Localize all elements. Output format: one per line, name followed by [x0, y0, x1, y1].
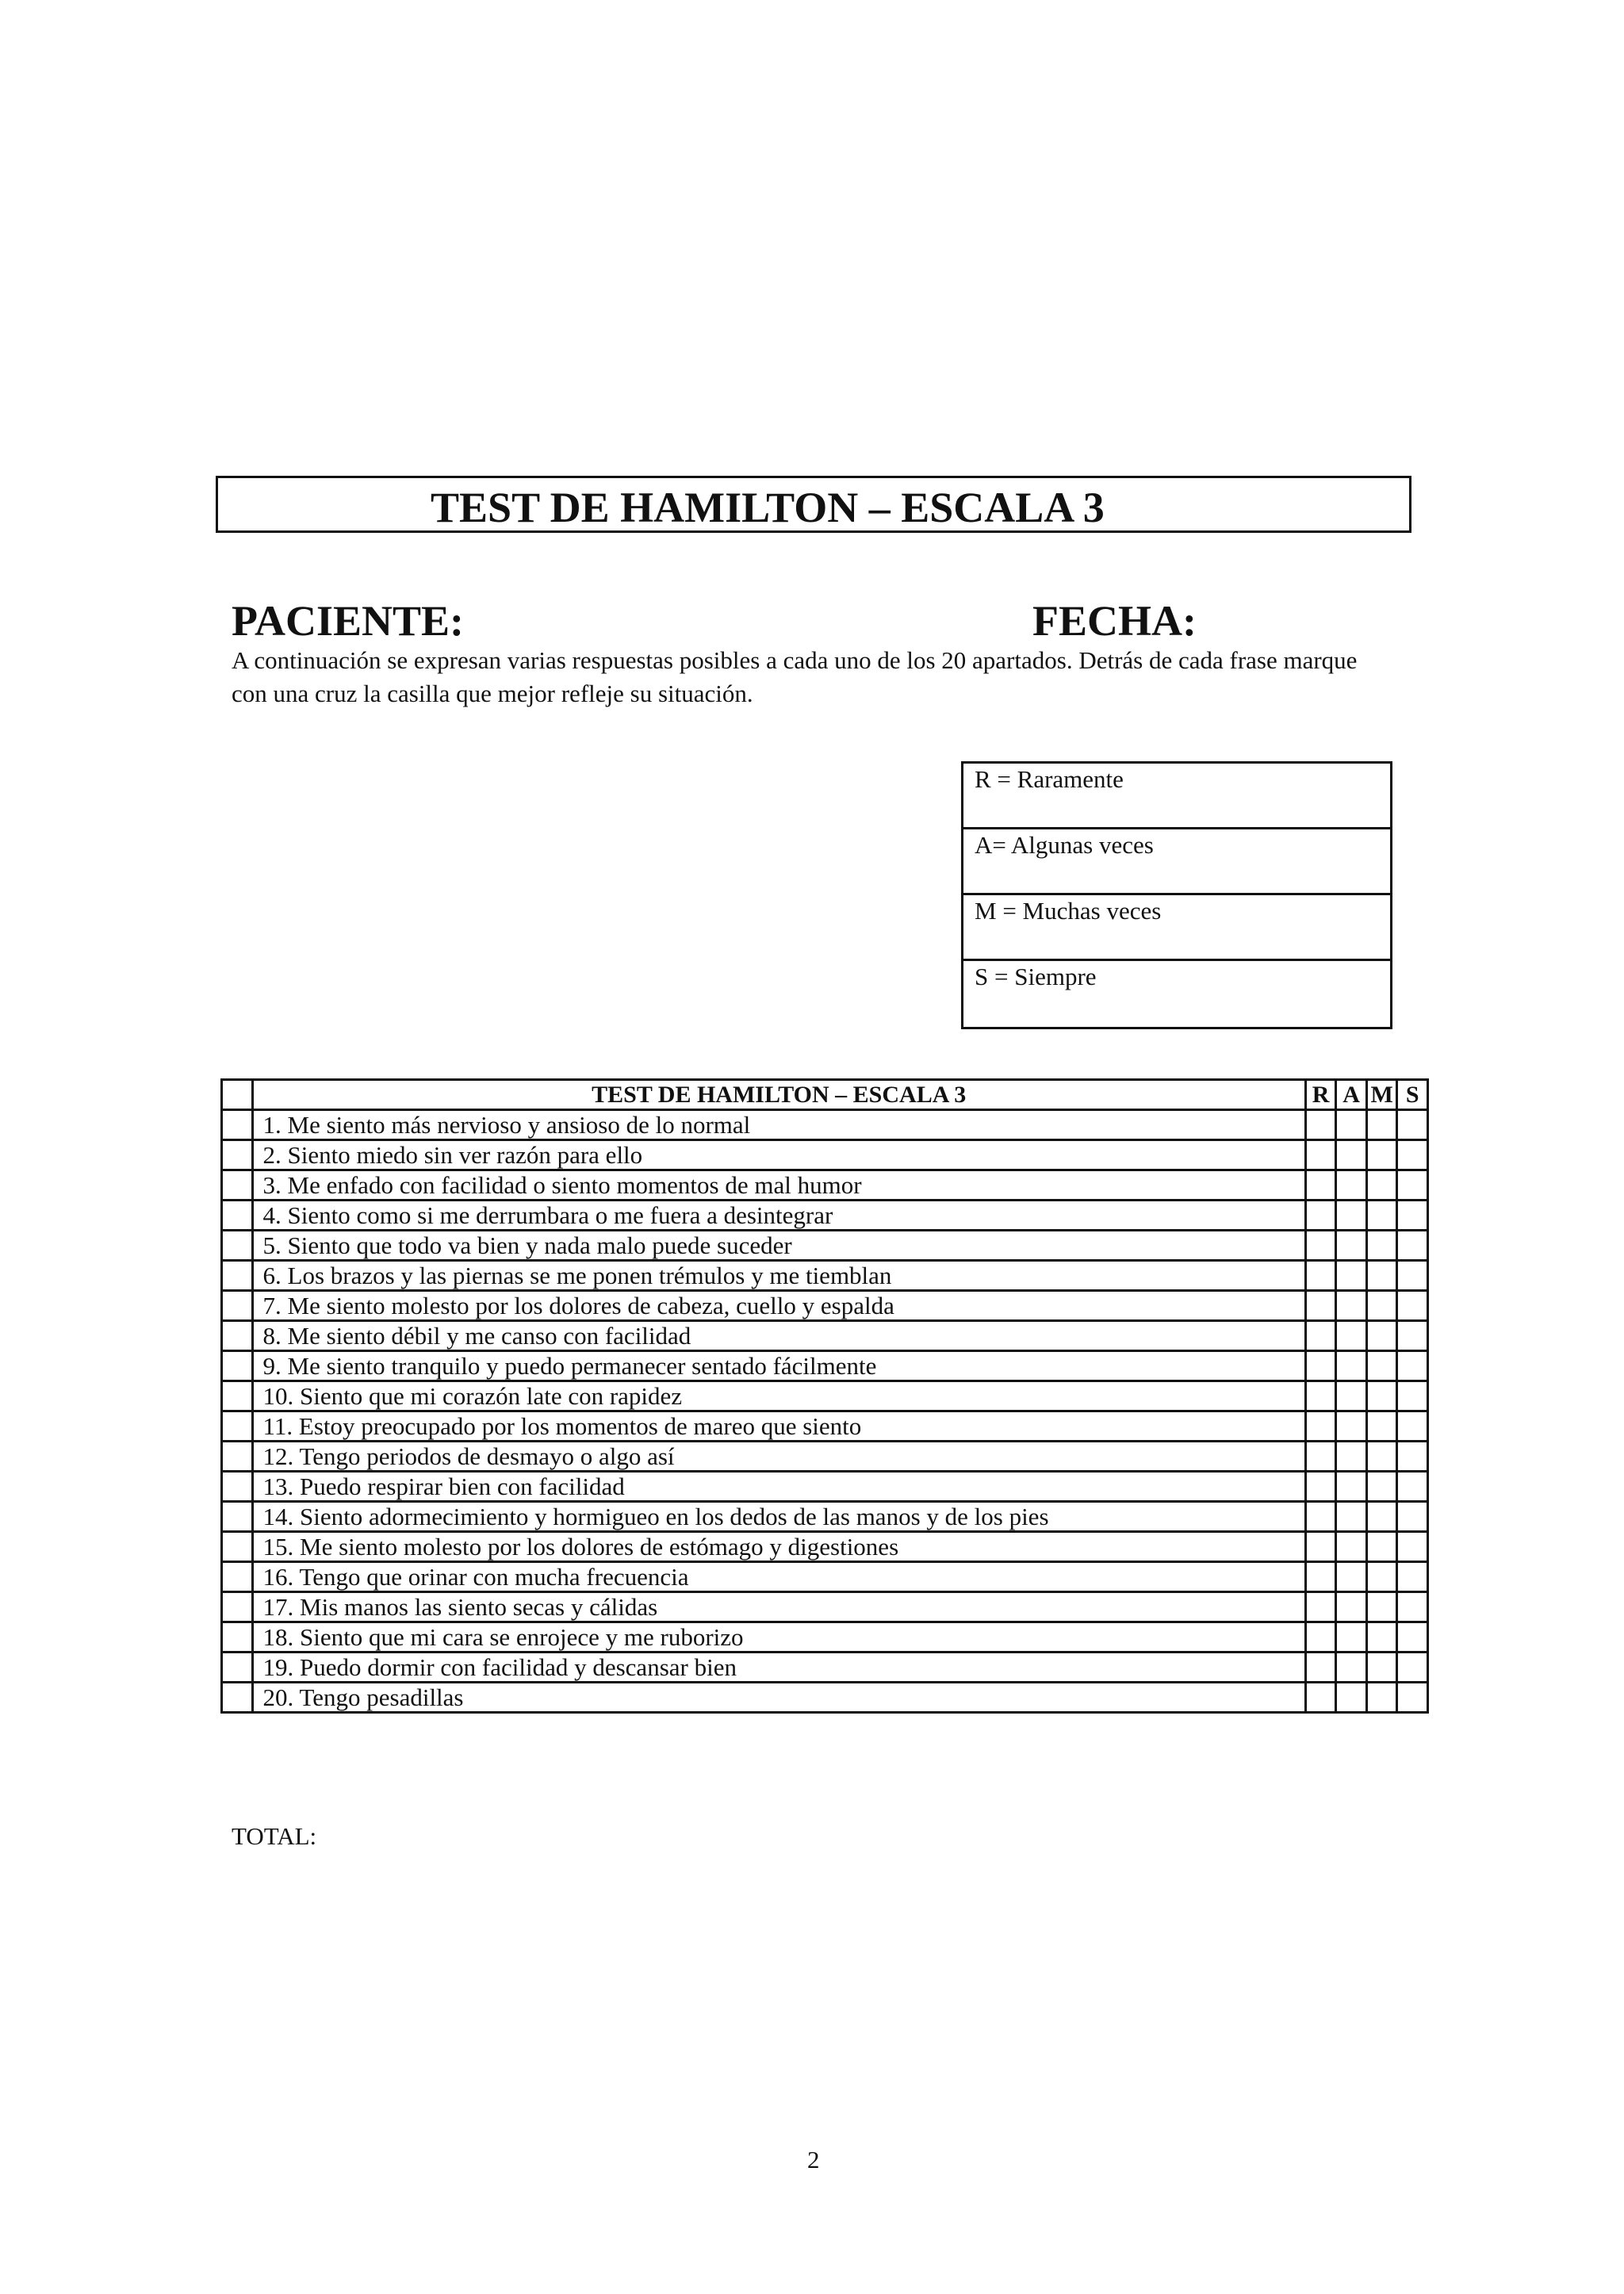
answer-box-m[interactable] — [1366, 1321, 1397, 1351]
answer-box-a[interactable] — [1336, 1442, 1367, 1472]
answer-box-r[interactable] — [1305, 1170, 1336, 1201]
answer-box-r[interactable] — [1305, 1351, 1336, 1381]
answer-box-r[interactable] — [1305, 1653, 1336, 1683]
question-text: 12. Tengo periodos de desmayo o algo así — [252, 1442, 1305, 1472]
table-row — [222, 1381, 1428, 1411]
answer-box-m[interactable] — [1366, 1653, 1397, 1683]
answer-box-r[interactable] — [1305, 1231, 1336, 1261]
question-text: 1. Me siento más nervioso y ansioso de lo normal — [252, 1110, 1305, 1140]
answer-box-r[interactable] — [1305, 1683, 1336, 1713]
answer-box-s[interactable] — [1397, 1170, 1428, 1201]
legend-item-m: M = Muchas veces — [963, 895, 1390, 961]
date-label: FECHA: — [1032, 597, 1197, 645]
row-margin-cell — [222, 1532, 253, 1562]
table-row — [222, 1140, 1428, 1170]
answer-box-r[interactable] — [1305, 1502, 1336, 1532]
instructions-text: A continuación se expresan varias respuestas posibles a cada uno de los 20 apartados. Detrás de cada frase marque con una cruz la casilla que mejor refleje su situación. — [232, 646, 1358, 707]
answer-box-a[interactable] — [1336, 1291, 1367, 1321]
answer-box-r[interactable] — [1305, 1562, 1336, 1592]
answer-box-s[interactable] — [1397, 1592, 1428, 1622]
page-title-box — [216, 476, 1411, 533]
answer-box-m[interactable] — [1366, 1261, 1397, 1291]
table-row — [222, 1351, 1428, 1381]
table-row — [222, 1110, 1428, 1140]
table-row — [222, 1683, 1428, 1713]
answer-box-a[interactable] — [1336, 1201, 1367, 1231]
answer-box-a[interactable] — [1336, 1321, 1367, 1351]
page-number: 2 — [807, 2146, 820, 2173]
answer-box-s[interactable] — [1397, 1653, 1428, 1683]
answer-box-r[interactable] — [1305, 1291, 1336, 1321]
table-row — [222, 1622, 1428, 1653]
question-text: 8. Me siento débil y me canso con facilidad — [252, 1321, 1305, 1351]
row-margin-cell — [222, 1231, 253, 1261]
answer-box-a[interactable] — [1336, 1532, 1367, 1562]
answer-box-r[interactable] — [1305, 1472, 1336, 1502]
row-margin-cell — [222, 1592, 253, 1622]
total-label: TOTAL: — [232, 1822, 317, 1850]
row-margin-cell — [222, 1140, 253, 1170]
question-text: 13. Puedo respirar bien con facilidad — [252, 1472, 1305, 1502]
answer-box-m[interactable] — [1366, 1110, 1397, 1140]
page-title: TEST DE HAMILTON – ESCALA 3 — [431, 484, 1105, 531]
table-row — [222, 1532, 1428, 1562]
question-text: 14. Siento adormecimiento y hormigueo en los dedos de las manos y de los pies — [252, 1502, 1305, 1532]
answer-box-r[interactable] — [1305, 1140, 1336, 1170]
answer-box-s[interactable] — [1397, 1321, 1428, 1351]
row-margin-cell — [222, 1291, 253, 1321]
answer-box-s[interactable] — [1397, 1683, 1428, 1713]
row-margin-cell — [222, 1442, 253, 1472]
answer-box-s[interactable] — [1397, 1261, 1428, 1291]
answer-box-m[interactable] — [1366, 1592, 1397, 1622]
answer-box-a[interactable] — [1336, 1381, 1367, 1411]
answer-box-m[interactable] — [1366, 1170, 1397, 1201]
row-margin-cell — [222, 1261, 253, 1291]
table-row — [222, 1502, 1428, 1532]
answer-box-s[interactable] — [1397, 1381, 1428, 1411]
row-margin-cell — [222, 1683, 253, 1713]
answer-box-m[interactable] — [1366, 1622, 1397, 1653]
answer-box-s[interactable] — [1397, 1231, 1428, 1261]
answer-box-r[interactable] — [1305, 1201, 1336, 1231]
question-text: 4. Siento como si me derrumbara o me fuera a desintegrar — [252, 1201, 1305, 1231]
questionnaire-table — [220, 1078, 1429, 1714]
row-margin-cell — [222, 1622, 253, 1653]
answer-box-r[interactable] — [1305, 1532, 1336, 1562]
answer-box-a[interactable] — [1336, 1170, 1367, 1201]
question-text: 5. Siento que todo va bien y nada malo puede suceder — [252, 1231, 1305, 1261]
answer-box-m[interactable] — [1366, 1442, 1397, 1472]
table-row — [222, 1201, 1428, 1231]
column-header-m: M — [1366, 1080, 1397, 1110]
row-margin-cell — [222, 1201, 253, 1231]
table-row — [222, 1653, 1428, 1683]
row-margin-cell — [222, 1411, 253, 1442]
legend-item-s: S = Siempre — [975, 963, 1097, 990]
table-row — [222, 1291, 1428, 1321]
row-margin-cell — [222, 1351, 253, 1381]
answer-box-s[interactable] — [1397, 1351, 1428, 1381]
answer-box-s[interactable] — [1397, 1140, 1428, 1170]
answer-box-m[interactable] — [1366, 1562, 1397, 1592]
number-header-cell — [222, 1080, 253, 1110]
row-margin-cell — [222, 1170, 253, 1201]
answer-box-a[interactable] — [1336, 1562, 1367, 1592]
answer-box-m[interactable] — [1366, 1532, 1397, 1562]
row-margin-cell — [222, 1110, 253, 1140]
answer-box-a[interactable] — [1336, 1140, 1367, 1170]
table-header-row — [222, 1080, 1428, 1110]
answer-box-a[interactable] — [1336, 1261, 1367, 1291]
question-text: 9. Me siento tranquilo y puedo permanecer sentado fácilmente — [252, 1351, 1305, 1381]
answer-box-m[interactable] — [1366, 1140, 1397, 1170]
question-text: 19. Puedo dormir con facilidad y descansar bien — [252, 1653, 1305, 1683]
question-text: 15. Me siento molesto por los dolores de estómago y digestiones — [252, 1532, 1305, 1562]
answer-box-r[interactable] — [1305, 1622, 1336, 1653]
question-text: 11. Estoy preocupado por los momentos de mareo que siento — [252, 1411, 1305, 1442]
question-text: 7. Me siento molesto por los dolores de cabeza, cuello y espalda — [252, 1291, 1305, 1321]
row-margin-cell — [222, 1472, 253, 1502]
table-row — [222, 1562, 1428, 1592]
row-margin-cell — [222, 1653, 253, 1683]
table-row — [222, 1592, 1428, 1622]
answer-box-m[interactable] — [1366, 1381, 1397, 1411]
answer-box-r[interactable] — [1305, 1261, 1336, 1291]
answer-box-a[interactable] — [1336, 1231, 1367, 1261]
question-text: 17. Mis manos las siento secas y cálidas — [252, 1592, 1305, 1622]
answer-box-a[interactable] — [1336, 1472, 1367, 1502]
answer-box-a[interactable] — [1336, 1622, 1367, 1653]
table-row — [222, 1321, 1428, 1351]
question-text: 10. Siento que mi corazón late con rapidez — [252, 1381, 1305, 1411]
answer-box-a[interactable] — [1336, 1683, 1367, 1713]
table-row — [222, 1170, 1428, 1201]
answer-box-a[interactable] — [1336, 1592, 1367, 1622]
row-margin-cell — [222, 1381, 253, 1411]
answer-box-s[interactable] — [1397, 1110, 1428, 1140]
legend-item-r: R = Raramente — [963, 764, 1390, 829]
answer-box-s[interactable] — [1397, 1622, 1428, 1653]
row-margin-cell — [222, 1502, 253, 1532]
patient-label: PACIENTE: — [232, 597, 465, 645]
answer-box-m[interactable] — [1366, 1472, 1397, 1502]
answer-box-a[interactable] — [1336, 1351, 1367, 1381]
answer-box-m[interactable] — [1366, 1683, 1397, 1713]
answer-box-s[interactable] — [1397, 1201, 1428, 1231]
answer-box-r[interactable] — [1305, 1411, 1336, 1442]
question-text: 6. Los brazos y las piernas se me ponen trémulos y me tiemblan — [252, 1261, 1305, 1291]
answer-box-m[interactable] — [1366, 1351, 1397, 1381]
legend-item-a: A= Algunas veces — [963, 829, 1390, 895]
answer-box-s[interactable] — [1397, 1502, 1428, 1532]
answer-box-s[interactable] — [1397, 1562, 1428, 1592]
answer-box-r[interactable] — [1305, 1592, 1336, 1622]
column-header-a: A — [1336, 1080, 1367, 1110]
table-row — [222, 1411, 1428, 1442]
answer-box-m[interactable] — [1366, 1201, 1397, 1231]
answer-box-a[interactable] — [1336, 1411, 1367, 1442]
question-text: 18. Siento que mi cara se enrojece y me ruborizo — [252, 1622, 1305, 1653]
table-title: TEST DE HAMILTON – ESCALA 3 — [252, 1080, 1305, 1110]
column-header-s: S — [1397, 1080, 1428, 1110]
answer-box-r[interactable] — [1305, 1442, 1336, 1472]
answer-box-a[interactable] — [1336, 1653, 1367, 1683]
answer-box-m[interactable] — [1366, 1411, 1397, 1442]
answer-box-a[interactable] — [1336, 1502, 1367, 1532]
question-text: 16. Tengo que orinar con mucha frecuencia — [252, 1562, 1305, 1592]
answer-box-r[interactable] — [1305, 1321, 1336, 1351]
question-text: 20. Tengo pesadillas — [252, 1683, 1305, 1713]
table-row — [222, 1472, 1428, 1502]
answer-box-r[interactable] — [1305, 1110, 1336, 1140]
question-text: 3. Me enfado con facilidad o siento momentos de mal humor — [252, 1170, 1305, 1201]
answer-box-s[interactable] — [1397, 1291, 1428, 1321]
table-row — [222, 1261, 1428, 1291]
table-row — [222, 1231, 1428, 1261]
answer-box-s[interactable] — [1397, 1532, 1428, 1562]
answer-box-r[interactable] — [1305, 1381, 1336, 1411]
answer-box-s[interactable] — [1397, 1472, 1428, 1502]
row-margin-cell — [222, 1562, 253, 1592]
table-row — [222, 1442, 1428, 1472]
answer-box-s[interactable] — [1397, 1411, 1428, 1442]
answer-box-m[interactable] — [1366, 1231, 1397, 1261]
answer-legend — [961, 761, 1392, 1029]
question-text: 2. Siento miedo sin ver razón para ello — [252, 1140, 1305, 1170]
answer-box-m[interactable] — [1366, 1291, 1397, 1321]
column-header-r: R — [1305, 1080, 1336, 1110]
answer-box-a[interactable] — [1336, 1110, 1367, 1140]
row-margin-cell — [222, 1321, 253, 1351]
answer-box-m[interactable] — [1366, 1502, 1397, 1532]
answer-box-s[interactable] — [1397, 1442, 1428, 1472]
